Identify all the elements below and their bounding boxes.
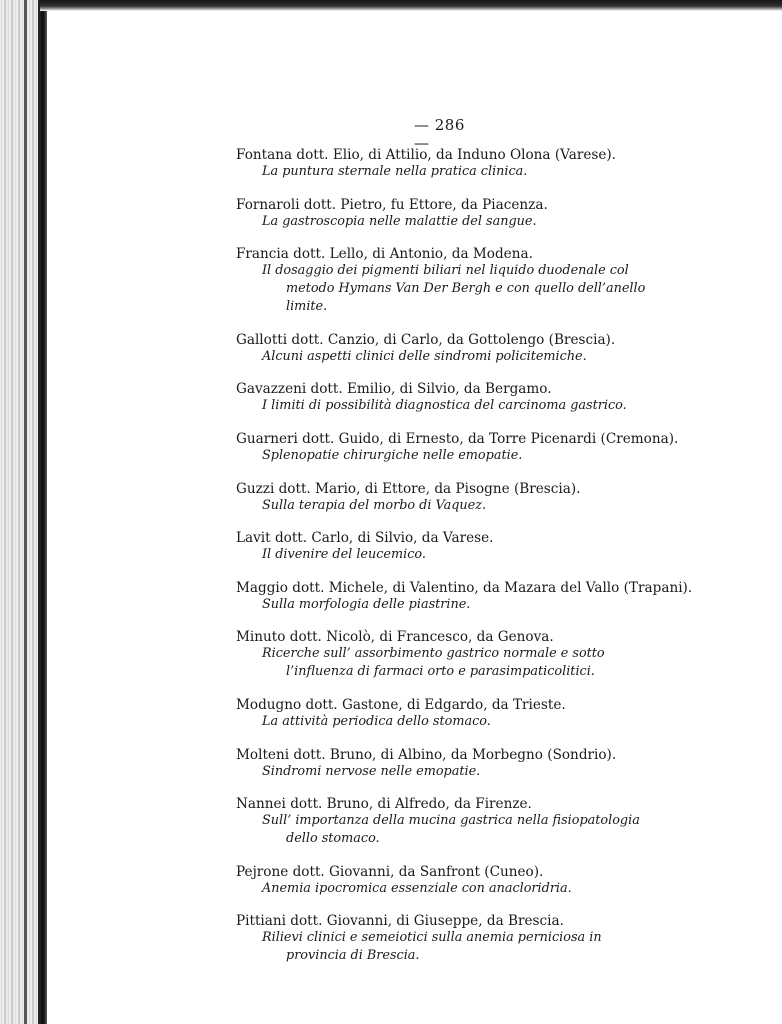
list-item	[236, 913, 666, 965]
author-name: Nannei dott. Bruno, di Alfredo, da Firenze.	[236, 796, 532, 813]
paper-title: Il dosaggio dei pigmenti biliari nel liquido duodenale col metodo Hymans Van Der Bergh e con quello dell’anello limite.	[262, 263, 646, 315]
paper-title: I limiti di possibilità diagnostica del carcinoma gastrico.	[262, 398, 627, 414]
list-item	[236, 747, 666, 781]
paper-title: La attività periodica dello stomaco.	[262, 713, 491, 729]
author-name: Minuto dott. Nicolò, di Francesco, da Genova.	[236, 629, 554, 646]
author-name: Fontana dott. Elio, di Attilio, da Induno Olona (Varese).	[236, 147, 617, 163]
paper-title: Splenopatie chirurgiche nelle emopatie.	[262, 447, 523, 463]
paper-title: Rilievi clinici e semeiotici sulla anemia perniciosa in provincia di Brescia.	[262, 930, 602, 964]
paper-title: Sulla terapia del morbo di Vaquez.	[262, 497, 487, 513]
paper-title: Sull’ importanza della mucina gastrica nella fisiopatologia dello stomaco.	[262, 813, 640, 847]
list-item	[236, 147, 666, 181]
list-item	[236, 481, 666, 515]
list-item	[236, 579, 693, 614]
author-name: Guarneri dott. Guido, di Ernesto, da Torre Picenardi (Cremona).	[236, 430, 679, 447]
paper-title: Sulla morfologia delle piastrine.	[262, 596, 471, 612]
page-top-edge	[40, 0, 782, 11]
paper-title: Il divenire del leucemico.	[262, 547, 426, 563]
list-item	[236, 796, 666, 848]
binding-shadow-line	[24, 0, 27, 1024]
author-name: Fornaroli dott. Pietro, fu Ettore, da Piacenza.	[236, 196, 548, 213]
binding-dark-edge	[38, 0, 47, 1024]
author-name: Guzzi dott. Mario, di Ettore, da Pisogne (Brescia).	[236, 480, 581, 497]
list-item	[236, 530, 666, 564]
list-item	[236, 629, 666, 681]
author-name: Gallotti dott. Canzio, di Carlo, da Gottolengo (Brescia).	[236, 331, 616, 348]
list-item	[236, 246, 666, 316]
paper-title: Sindromi nervose nelle emopatie.	[262, 763, 481, 779]
paper-title: Ricerche sull’ assorbimento gastrico normale e sotto l’influenza di farmaci orto e parasimpaticolitici.	[262, 646, 605, 680]
list-item	[236, 197, 666, 231]
list-item	[236, 332, 666, 366]
paper-title: La gastroscopia nelle malattie del sangue.	[262, 213, 537, 229]
paper-title: Anemia ipocromica essenziale con anacloridria.	[262, 880, 572, 896]
author-name: Francia dott. Lello, di Antonio, da Modena.	[236, 246, 533, 263]
author-name: Pejrone dott. Giovanni, da Sanfront (Cuneo).	[236, 863, 544, 880]
list-item	[236, 381, 666, 415]
page-number: — 286 —	[414, 116, 465, 152]
author-name: Modugno dott. Gastone, di Edgardo, da Trieste.	[236, 696, 566, 713]
paper-title: La puntura sternale nella pratica clinica.	[262, 164, 528, 179]
list-item	[236, 430, 679, 465]
author-name: Maggio dott. Michele, di Valentino, da Mazara del Vallo (Trapani).	[236, 579, 693, 596]
paper-title: Alcuni aspetti clinici delle sindromi policitemiche.	[262, 348, 587, 364]
author-name: Gavazzeni dott. Emilio, di Silvio, da Bergamo.	[236, 381, 552, 398]
author-list	[236, 147, 693, 981]
author-name: Pittiani dott. Giovanni, di Giuseppe, da Brescia.	[236, 913, 564, 930]
author-name: Molteni dott. Bruno, di Albino, da Morbegno (Sondrio).	[236, 746, 617, 763]
list-item	[236, 864, 666, 898]
author-name: Lavit dott. Carlo, di Silvio, da Varese.	[236, 530, 494, 547]
list-item	[236, 697, 666, 731]
